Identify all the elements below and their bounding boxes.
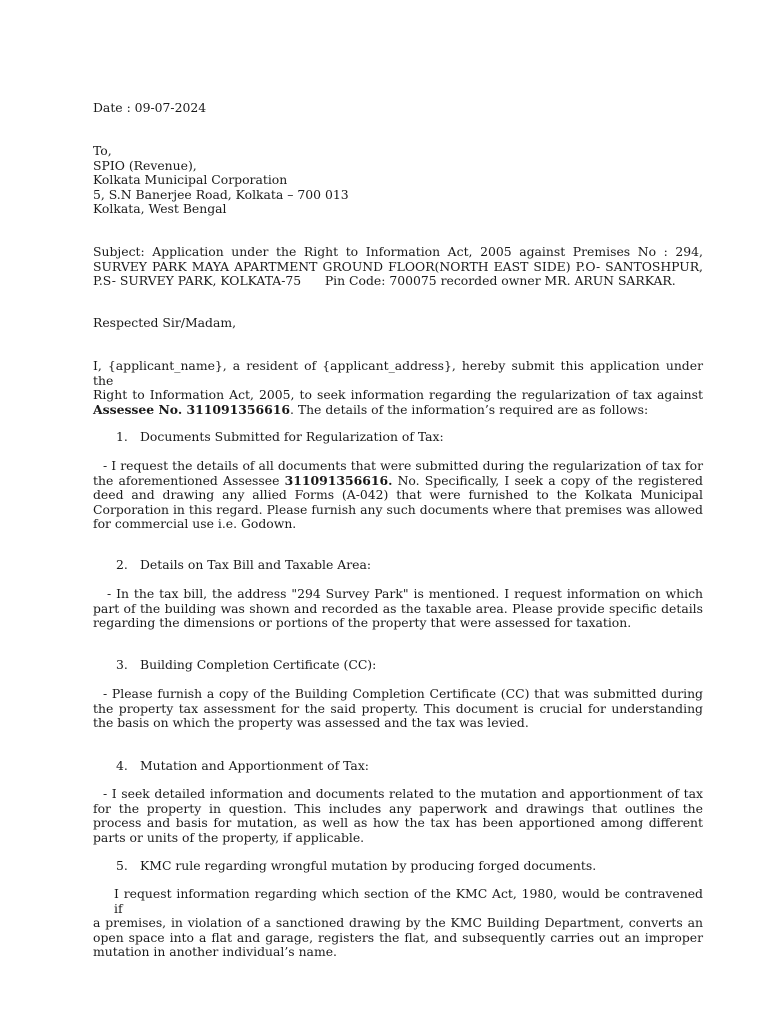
intro-line-3 [93, 403, 703, 418]
section-5-line-4: mutation in another individual’s name. [93, 944, 337, 960]
subject-block [93, 245, 703, 289]
section-1-body [93, 459, 703, 532]
section-3-body [93, 687, 703, 731]
section-2-line-3: regarding the dimensions or portions of the property that were assessed for taxation. [93, 615, 632, 631]
section-1-line-2-pre: the aforementioned Assessee [93, 472, 285, 488]
section-4-title: Mutation and Apportionment of Tax: [140, 758, 369, 773]
subject-line-2: SURVEY PARK MAYA APARTMENT GROUND FLOOR(NORTH EAST SIDE) P.O- SANTOSHPUR, [93, 258, 703, 274]
recipient-line-3: 5, S.N Banerjee Road, Kolkata – 700 013 [93, 186, 349, 202]
subject-line-3: P.S- SURVEY PARK, KOLKATA-75 Pin Code: 700075 recorded owner MR. ARUN SARKAR. [93, 273, 676, 289]
section-3-heading [116, 658, 676, 673]
recipient-to: To, [93, 143, 112, 158]
section-1-heading [116, 430, 676, 445]
section-1-title: Documents Submitted for Regularization of Tax: [140, 429, 444, 444]
section-1-line-1: - I request the details of all documents that were submitted during the regularization of tax for [103, 458, 703, 473]
recipient-address [93, 144, 703, 217]
section-4-line-2: for the property in question. This includes any paperwork and drawings that outlines the [93, 800, 703, 816]
section-4-line-3: process and basis for mutation, as well as how the tax has been apportioned among different [93, 815, 703, 831]
recipient-line-4: Kolkata, West Bengal [93, 201, 227, 217]
section-2-title: Details on Tax Bill and Taxable Area: [140, 557, 372, 572]
section-2-heading [116, 558, 676, 573]
section-5-title: KMC rule regarding wrongful mutation by producing forged documents. [140, 858, 597, 873]
section-3-title: Building Completion Certificate (CC): [140, 657, 377, 672]
section-1-number: 1. [116, 429, 128, 444]
section-5-heading [116, 859, 696, 874]
section-5-body [93, 887, 703, 960]
section-4-body [93, 787, 703, 845]
section-2-number: 2. [116, 557, 128, 572]
section-4-line-1: - I seek detailed information and documents related to the mutation and apportionment of tax [103, 786, 703, 801]
intro-line-1: I, {applicant_name}, a resident of {applicant_address}, hereby submit this application under the [93, 358, 703, 388]
section-4-number: 4. [116, 758, 128, 773]
section-1-line-2 [93, 474, 703, 489]
section-2-body [93, 587, 703, 631]
section-1-assessee-number: 311091356616. [284, 472, 393, 488]
assessee-number: Assessee No. 311091356616 [93, 401, 290, 417]
section-4-heading [116, 759, 676, 774]
subject-line-1: Subject: Application under the Right to Information Act, 2005 against Premises No : 294, [93, 244, 703, 259]
section-3-number: 3. [116, 657, 128, 672]
recipient-line-1: SPIO (Revenue), [93, 157, 197, 173]
intro-line-2: Right to Information Act, 2005, to seek information regarding the regularization of tax against [93, 387, 703, 403]
section-1-line-3: deed and drawing any allied Forms (A-042) that were furnished to the Kolkata Municipal [93, 487, 703, 503]
recipient-line-2: Kolkata Municipal Corporation [93, 172, 288, 188]
section-1-line-4: Corporation in this regard. Please furnish any such documents where that premises was allowed [93, 501, 703, 517]
section-5-number: 5. [116, 858, 128, 873]
section-5-line-2: a premises, in violation of a sanctioned drawing by the KMC Building Department, converts an [93, 915, 703, 931]
date-line: Date : 09-07-2024 [93, 100, 207, 115]
salutation: Respected Sir/Madam, [93, 315, 237, 330]
intro-line-3-rest: . The details of the information’s required are as follows: [289, 401, 649, 417]
section-2-line-2: part of the building was shown and recorded as the taxable area. Please provide specific details [93, 600, 703, 616]
section-4-line-4: parts or units of the property, if applicable. [93, 829, 365, 845]
section-5-line-1: I request information regarding which section of the KMC Act, 1980, would be contravened if [114, 886, 703, 916]
section-3-line-2: the property tax assessment for the said property. This document is crucial for understanding [93, 700, 703, 716]
section-1-line-2-post: No. Specifically, I seek a copy of the registered [392, 472, 703, 488]
section-1-line-5: for commercial use i.e. Godown. [93, 516, 297, 532]
section-3-line-1: - Please furnish a copy of the Building Completion Certificate (CC) that was submitted during [103, 686, 703, 701]
section-3-line-3: the basis on which the property was assessed and the tax was levied. [93, 715, 529, 731]
intro-paragraph [93, 359, 703, 417]
section-2-line-1: - In the tax bill, the address "294 Survey Park" is mentioned. I request information on which [107, 586, 703, 601]
section-5-line-3: open space into a flat and garage, registers the flat, and subsequently carries out an improper [93, 929, 703, 945]
